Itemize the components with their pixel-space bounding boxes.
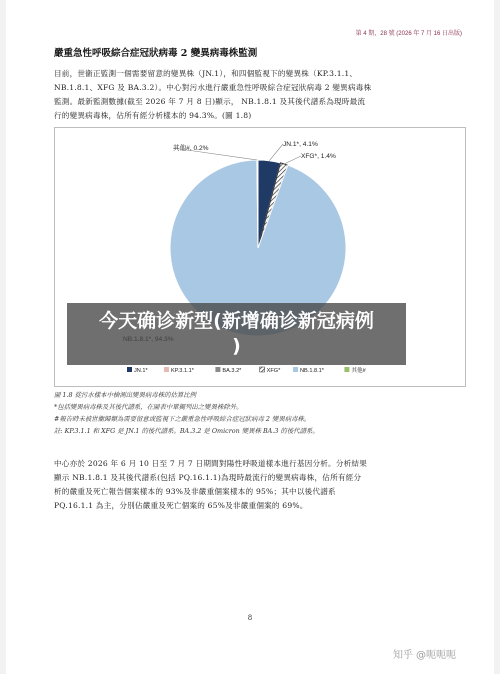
legend-label: XFG*	[266, 368, 281, 374]
figure-caption	[54, 389, 474, 437]
paragraph-line: 中心亦於 2026 年 6 月 10 日至 7 月 7 日期間對陽性呼吸道樣本進行基因分析。分析結果	[54, 459, 368, 468]
label-leader-line	[269, 144, 283, 161]
legend-swatch	[215, 367, 220, 372]
legend-label: 其他#	[351, 368, 366, 374]
paragraph-line: PQ.16.1.1 為主，分別佔嚴重及死亡個案的 65%及非嚴重個案的 69%。	[54, 501, 308, 510]
legend-label: BA.3.2*	[222, 368, 242, 374]
slice-data-label: XFG*, 1.4%	[301, 153, 336, 160]
slice-data-label: 其他#, 0.2%	[173, 145, 209, 152]
headline-overlay-banner	[67, 303, 406, 365]
label-leader-line	[284, 156, 301, 164]
caption-title: 圖 1.8 從污水樣本中檢測出變異病毒株的估算比例	[54, 391, 197, 399]
legend-swatch	[344, 367, 349, 372]
paragraph-genetic-analysis	[54, 457, 464, 513]
zhihu-watermark	[393, 646, 456, 661]
legend-label: KP.3.1.1*	[171, 368, 194, 374]
paragraph-line: 目前，世衞正監測一個需要留意的變異株（JN.1），和四個監視下的變異株（KP.3.1.1、	[54, 69, 358, 78]
paragraph-line: 顯示 NB.1.8.1 及其後代譜系(包括 PQ.16.1.1)為現時最流行的變異病毒株，佔所有經分	[54, 473, 362, 482]
paragraph-surveillance-summary	[54, 67, 464, 123]
headline-text	[67, 309, 406, 359]
legend-label: JN.1*	[134, 368, 148, 374]
watermark-brand: 知乎	[393, 650, 413, 661]
legend-swatch	[293, 367, 298, 372]
watermark-user: @呃呃呃	[416, 650, 456, 661]
headline-line-1: 今天确诊新型(新增确诊新冠病例	[99, 310, 374, 332]
page-number: 8	[247, 614, 253, 622]
caption-note-asterisk: *包括變異病毒株及其後代譜系，在圖表中單獨列出之變異株除外。	[54, 403, 243, 411]
slice-data-label: JN.1*, 4.1%	[283, 141, 318, 148]
headline-line-2: )	[232, 335, 241, 357]
paragraph-line: 監測。最新監測數據(截至 2026 年 7 月 8 日)顯示， NB.1.8.1 及其後代譜系為現時最流	[54, 97, 366, 106]
issue-header: 第 4 期，28 號 (2026 年 7 月 16 日出版)	[355, 31, 462, 37]
legend-swatch	[127, 367, 132, 372]
legend-swatch	[164, 367, 169, 372]
legend-swatch	[260, 367, 265, 372]
caption-note-lineage: 註: KP.3.1.1 和 XFG 是 JN.1 的後代譜系。BA.3.2 是 Omicron 變異株 BA.3 的後代譜系。	[54, 427, 319, 435]
section-title: 嚴重急性呼吸綜合症冠狀病毒 2 變異病毒株監測	[54, 48, 258, 59]
paragraph-line: NB.1.8.1、XFG 及 BA.3.2）。中心對污水進行嚴重急性呼吸綜合症冠狀病毒 2 變異病毒株	[54, 83, 372, 92]
paragraph-line: 析的嚴重及死亡報告個案樣本的 93%及非嚴重個案樣本的 95%；其中以後代譜系	[54, 487, 336, 496]
paragraph-line: 行的變異病毒株，佔所有經分析樣本的 94.3%。(圖 1.8)	[54, 111, 252, 120]
caption-note-hash: #報告時未被世衞歸類為需要留意或監視下之嚴重急性呼吸綜合症冠狀病毒 2 變異病毒株。	[54, 415, 311, 423]
legend-label: NB.1.8.1*	[300, 368, 324, 374]
